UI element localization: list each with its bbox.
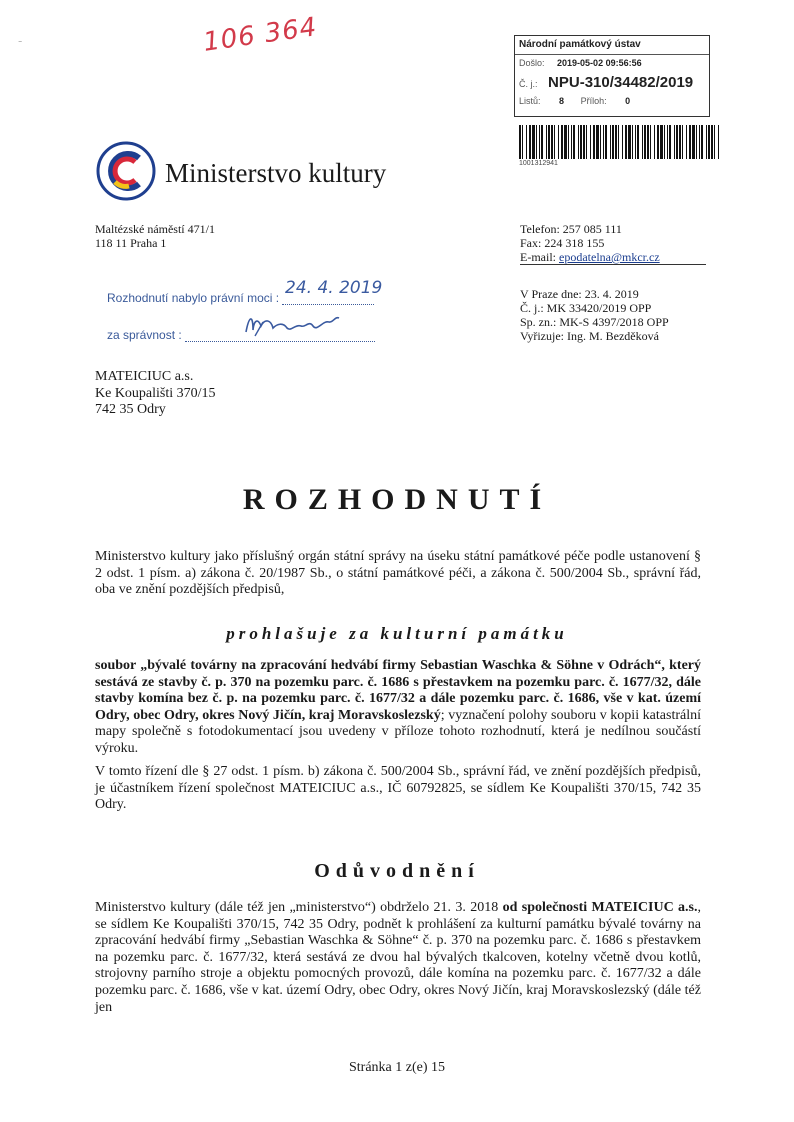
ministry-contacts [520, 222, 660, 264]
stamp-title: Národní památkový ústav [519, 39, 641, 50]
barcode-bar [657, 125, 659, 159]
ministry-logo [95, 140, 157, 202]
barcode-bar [692, 125, 695, 159]
party-paragraph: V tomto řízení dle § 27 odst. 1 písm. b) zákona č. 500/2004 Sb., správní řád, ve znění pozdějších předpisů, je účastníkem řízení společnost MATEICIUC a.s., IČ 60792825, se sídlem Ke Koupališti 370/15, 742 35 Odry. [95, 764, 701, 813]
email-line [520, 250, 660, 264]
barcode-bar [686, 125, 687, 159]
page-number: Stránka 1 z(e) 15 [348, 1060, 446, 1075]
barcode-bar [711, 125, 713, 159]
document-title: ROZHODNUTÍ [242, 483, 552, 516]
barcode-bar [522, 125, 523, 159]
reasons-bold-text: od společnosti MATEICIUC a.s. [502, 900, 698, 915]
dotted-line [185, 341, 375, 342]
stamp-attachments-label: Příloh: [580, 96, 607, 106]
barcode-bar [689, 125, 691, 159]
stamp-received [519, 58, 642, 68]
object-rest-text: ; vyznačení polohy souboru v kopii katastrální mapy společně s fotodokumentací jsou uvedeny v příloze tohoto rozhodnutí, která je nedílnou součástí výroku. [95, 707, 701, 756]
recipient-address [95, 369, 216, 419]
barcode-bar [573, 125, 575, 159]
barcode-bar [541, 125, 543, 159]
stamp-received-value: 2019-05-02 09:56:56 [557, 58, 642, 68]
barcode-bar [536, 125, 537, 159]
barcode-bar [564, 125, 567, 159]
barcode-bar [682, 125, 683, 159]
barcode-bar [546, 125, 547, 159]
stamp-received-label: Došlo: [519, 58, 545, 68]
barcode-bar [625, 125, 627, 159]
barcode-bar [667, 125, 668, 159]
barcode-bar [548, 125, 550, 159]
email-label: E-mail: [520, 250, 559, 264]
barcode-bar [551, 125, 553, 159]
barcode-bar [571, 125, 572, 159]
barcode-bar [532, 125, 535, 159]
stamp-reference-value: NPU-310/34482/2019 [548, 74, 694, 91]
object-bold-text: soubor „bývalé továrny na zpracování hedvábí firmy Sebastian Waschka & Söhne v Odrách“, který sestává ze stavby č. p. 370 na pozemku parc. č. 1686 s přestavkem na pozemku parc. č. 1677/32, dále stavby komína bez č. p. na pozemku parc. č. 1677/32 a dále pozemku parc. č. 1686, vše v kat. území Odry, obec Odry, okres Nový Jičín, kraj Moravskoslezský [95, 658, 701, 723]
object-paragraph [95, 658, 701, 758]
barcode-bar [706, 125, 707, 159]
contacts-divider [520, 264, 706, 265]
recipient-line: MATEICIUC a.s. [95, 369, 194, 384]
correctness-label: za správnost : [107, 328, 182, 342]
barcode-bar [558, 125, 559, 159]
barcode-bar [699, 125, 700, 159]
barcode-bar [676, 125, 678, 159]
email-link[interactable]: epodatelna@mkcr.cz [559, 250, 660, 264]
reasons-heading: Odůvodnění [314, 860, 480, 882]
recipient-line: Ke Koupališti 370/15 [95, 385, 216, 401]
barcode-bar [615, 125, 617, 159]
barcode-bar [610, 125, 611, 159]
barcode-bar [632, 125, 633, 159]
barcode-bar [526, 125, 527, 159]
barcode-bar [618, 125, 619, 159]
barcode-bar [637, 125, 639, 159]
phone-text: Telefon: 257 085 111 [520, 222, 622, 236]
barcode-bar [593, 125, 595, 159]
handwritten-date: 24. 4. 2019 [285, 278, 383, 298]
barcode-bar [578, 125, 579, 159]
recipient-line: 742 35 Odry [95, 402, 166, 417]
reference-cj: Č. j.: MK 33420/2019 OPP [520, 301, 652, 315]
intro-paragraph: Ministerstvo kultury jako příslušný orgán státní správy na úseku státní památkové péče podle ustanovení § 2 odst. 1 písm. a) zákona č. 20/1987 Sb., o státní památkové péči, a zákona č. 500/2004 Sb., správní řád, oba ve znění pozdějších předpisů, [95, 549, 701, 598]
barcode-bar [596, 125, 599, 159]
declaration-heading: prohlašuje za kulturní památku [226, 624, 568, 643]
stamp-sheets [519, 96, 630, 106]
stamp-attachments-value: 0 [625, 96, 631, 106]
reference-handler: Vyřizuje: Ing. M. Bezděková [520, 329, 659, 343]
barcode-bar [642, 125, 643, 159]
barcode-bar [622, 125, 623, 159]
reference-spzn: Sp. zn.: MK-S 4397/2018 OPP [520, 315, 669, 329]
fax-text: Fax: 224 318 155 [520, 236, 605, 250]
barcode-bar [669, 125, 671, 159]
ministry-title: Ministerstvo kultury [165, 158, 387, 188]
barcode-bar [580, 125, 582, 159]
corner-mark: - [18, 34, 23, 48]
stamp-reference [519, 74, 693, 91]
reasons-text: Ministerstvo kultury (dále též jen „ministerstvo“) obdrželo 21. 3. 2018 [95, 900, 503, 915]
barcode-bar [605, 125, 607, 159]
barcode-bar [586, 125, 587, 159]
address-line: 118 11 Praha 1 [95, 236, 167, 250]
barcode-bar [561, 125, 563, 159]
legal-force-label: Rozhodnutí nabylo právní moci : [107, 291, 280, 305]
barcode-bar [583, 125, 585, 159]
barcode-bar [674, 125, 675, 159]
barcode-bar [644, 125, 646, 159]
barcode-bar [600, 125, 601, 159]
barcode-bar [590, 125, 591, 159]
barcode-bar [718, 125, 719, 159]
receipt-stamp [514, 35, 710, 117]
barcode-bar [660, 125, 663, 159]
barcode-bar [708, 125, 710, 159]
barcode-bar [701, 125, 703, 159]
stamp-sheets-label: Listů: [519, 96, 541, 106]
stamp-reference-label: Č. j.: [519, 79, 538, 89]
barcode-bar [664, 125, 665, 159]
barcode-bar [647, 125, 649, 159]
barcode-number: 1001312941 [519, 160, 558, 167]
ministry-address [95, 222, 215, 250]
stamp-sheets-value: 8 [559, 96, 565, 106]
barcode-bar [529, 125, 531, 159]
barcode-bar [696, 125, 697, 159]
reasons-text: , se sídlem Ke Koupališti 370/15, 742 35 Odry, podnět k prohlášení za kulturní památku bývalé továrny na zpracování hedvábí firmy „Sebastian Waschka & Söhne“ č. p. 370 na pozemku parc. č. 1686 s přestavkem na pozemku parc. č. 1677/32, která sestává ze dvou hal bývalých tkalcoven, kotelny včetně dvou kotlů, strojovny parního stroje a objektu pomocných provozů, dále komína na pozemku parc. č. 1677/32 a dále pozemku parc. č. 1686, vše v kat. území Odry, obec Odry, okres Nový Jičín, kraj Moravskoslezský (dále též jen [95, 900, 701, 1015]
address-line: Maltézské náměstí 471/1 [95, 222, 215, 236]
barcode-bar [554, 125, 555, 159]
handwritten-signature [243, 312, 353, 340]
reference-date: V Praze dne: 23. 4. 2019 [520, 287, 639, 301]
barcode-bar [539, 125, 540, 159]
barcode-bar [519, 125, 521, 159]
handwritten-number: 106 364 [201, 12, 320, 58]
barcode-bar [603, 125, 604, 159]
barcode [519, 125, 719, 159]
dotted-line [282, 304, 374, 305]
barcode-bar [628, 125, 631, 159]
barcode-bar [650, 125, 651, 159]
barcode-bar [714, 125, 715, 159]
barcode-bar [568, 125, 569, 159]
barcode-bar [654, 125, 655, 159]
reference-block [520, 287, 669, 343]
barcode-bar [679, 125, 681, 159]
reasons-paragraph [95, 900, 701, 1016]
barcode-bar [612, 125, 614, 159]
barcode-bar [635, 125, 636, 159]
